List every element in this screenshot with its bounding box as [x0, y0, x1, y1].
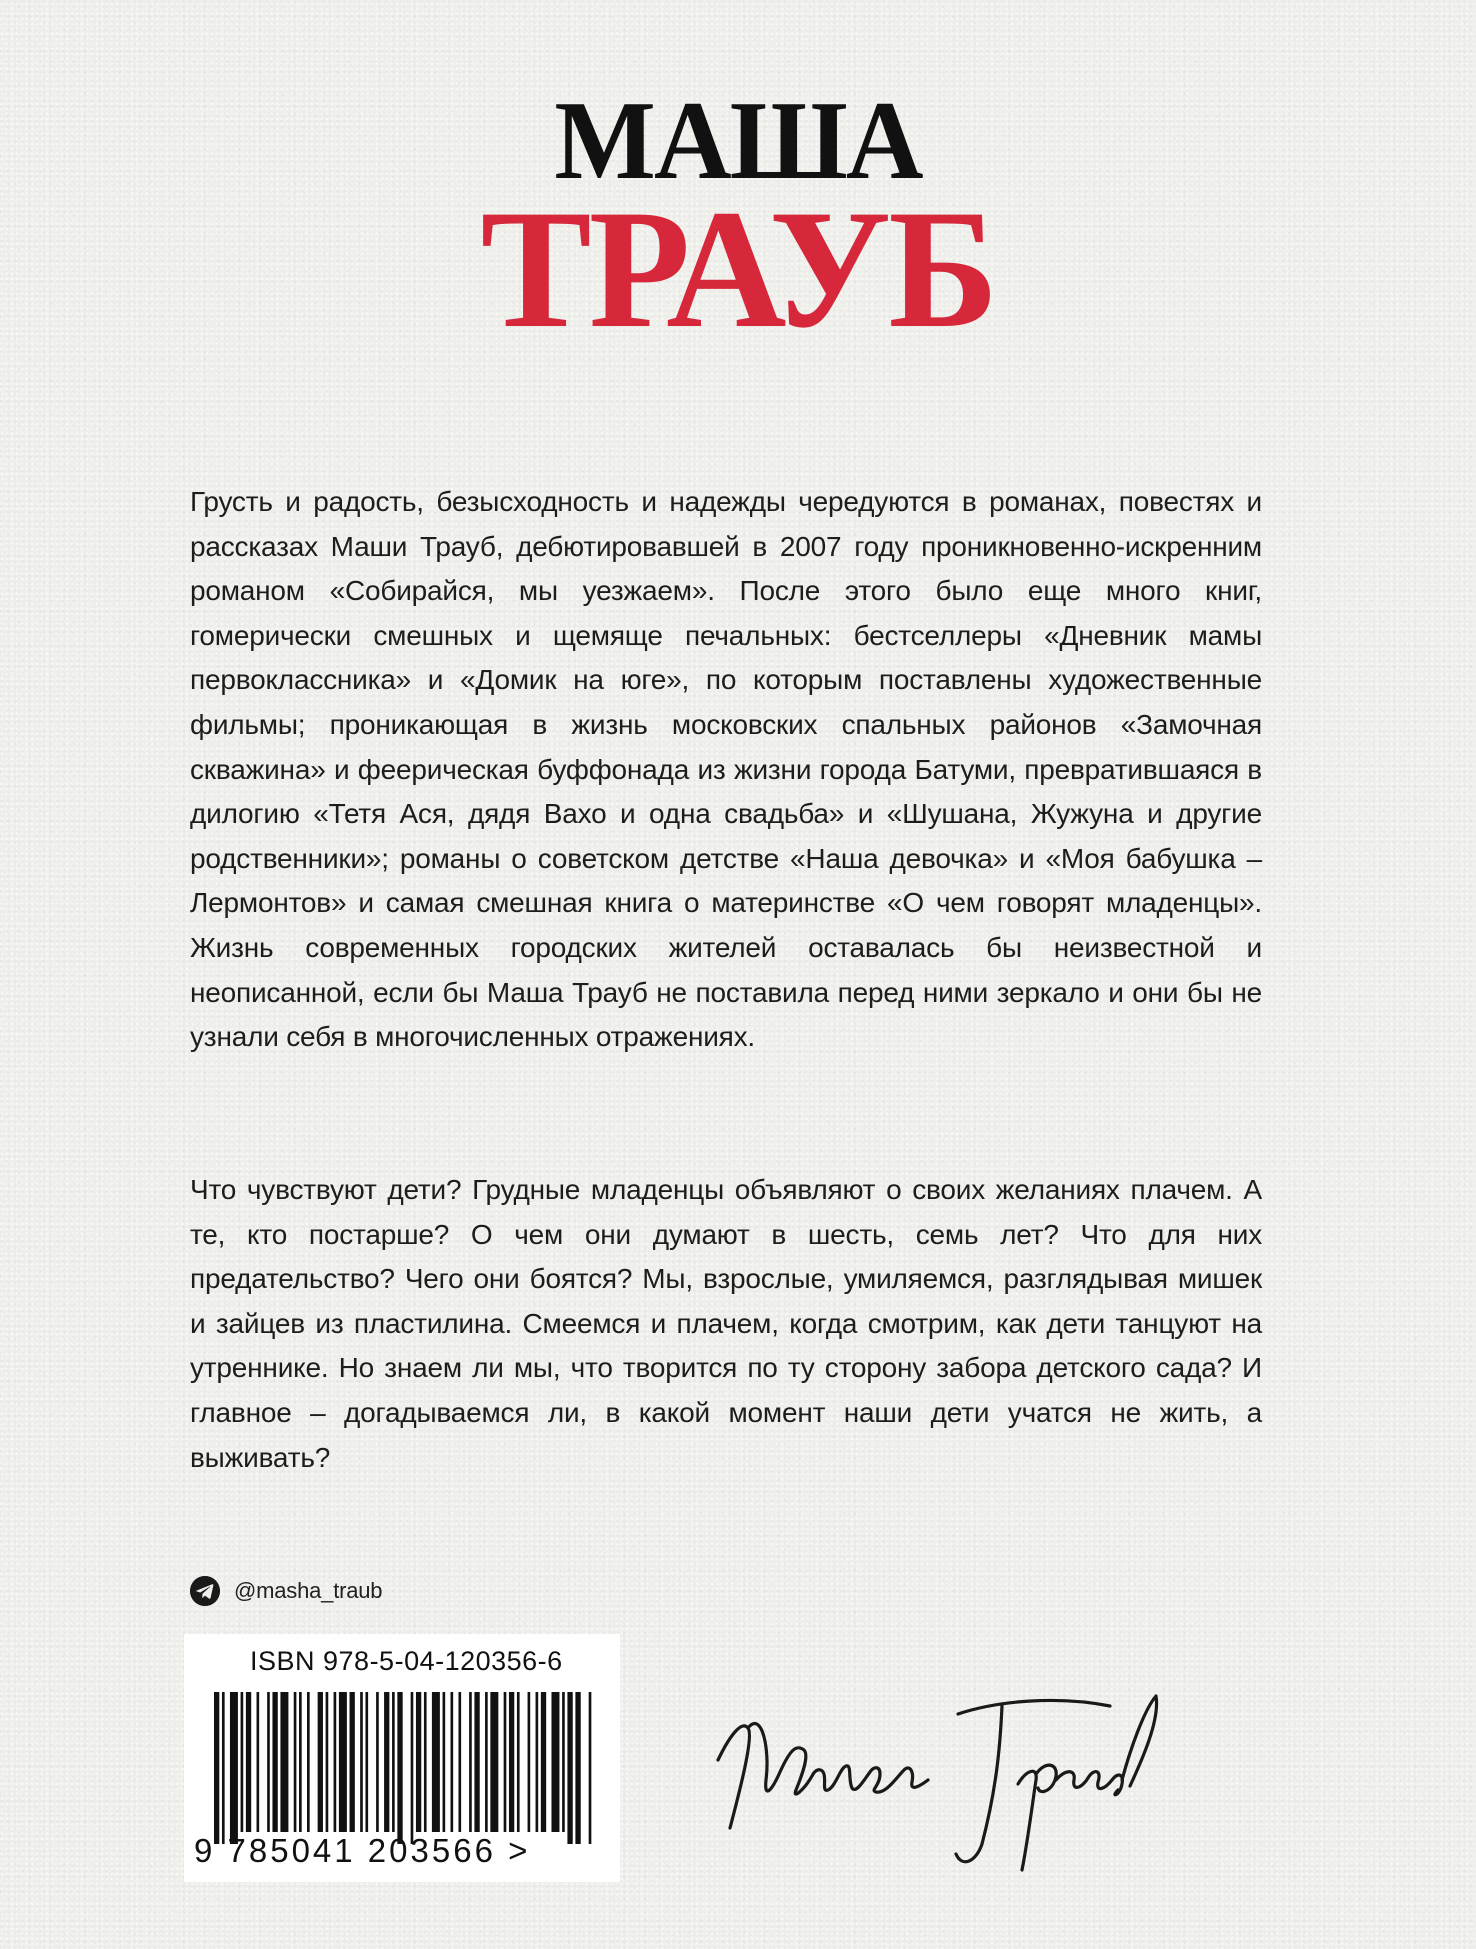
- barcode-bar: [443, 1692, 446, 1832]
- barcode-bar: [299, 1692, 302, 1832]
- barcode-bar: [294, 1692, 297, 1832]
- barcode-bar: [257, 1692, 260, 1832]
- barcode-bar: [485, 1692, 488, 1832]
- barcode-bar: [458, 1692, 461, 1832]
- barcode-bar: [307, 1692, 310, 1832]
- barcode-bar: [397, 1692, 402, 1844]
- telegram-link[interactable]: [190, 1574, 382, 1608]
- barcode-bar: [567, 1692, 572, 1844]
- barcode-bar: [528, 1692, 531, 1832]
- barcode-bar: [326, 1692, 329, 1832]
- author-signature: [700, 1640, 1170, 1880]
- barcode-bar: [241, 1692, 244, 1832]
- telegram-handle: @masha_traub: [234, 1578, 383, 1603]
- barcode-bar: [432, 1692, 440, 1832]
- telegram-icon: [190, 1576, 220, 1606]
- isbn-label: ISBN 978-5-04-120356-6: [250, 1646, 563, 1676]
- barcode-bar: [392, 1692, 395, 1832]
- barcode-bar: [551, 1692, 559, 1832]
- blurb-paragraph-1: Грусть и радость, безысходность и надежды чередуются в романах, повестях и рассказах Маши Трауб, дебютировавшей в 2007 году проникновенно-искренним романом «Собирайся, мы уезжаем». После этого было еще много книг, гомерически смешных и щемяще печальных: бестселлеры «Дневник мамы первоклассника» и «Домик на юге», по которым поставлены художественные фильмы; проникающая в жизнь московских спальных районов «Замочная скважина» и феерическая буффонада из жизни города Батуми, превратившаяся в дилогию «Тетя Ася, дядя Вахо и одна свадьба» и «Шушана, Жужуна и другие родственники»; романы о советском детстве «Наша девочка» и «Моя бабушка – Лермонтов» и самая смешная книга о материнстве «О чем говорят младенцы». Жизнь современных городских жителей оставалась бы неизвестной и неописанной, если бы Маша Трауб не поставила перед ними зеркало и они бы не узнали себя в многочисленных отражениях.: [190, 486, 1262, 1053]
- blurb-paragraph-2: Что чувствуют дети? Грудные младенцы объявляют о своих желаниях плачем. А те, кто постарше? О чем они думают в шесть, семь лет? Что для них предательство? Чего они боятся? Мы, взрослые, умиляемся, разглядывая мишек и зайцев из пластилина. Смеемся и плачем, когда смотрим, как дети танцуют на утреннике. Но знаем ли мы, что творится по ту сторону забора детского сада? И главное – догадываемся ли, в какой момент наши дети учатся не жить, а выживать?: [190, 1174, 1262, 1473]
- barcode-bar: [384, 1692, 389, 1832]
- barcode-bar: [411, 1692, 414, 1844]
- barcode: [214, 1692, 594, 1844]
- barcode-bar: [339, 1692, 347, 1832]
- barcode-bar: [318, 1692, 323, 1832]
- barcode-bar: [504, 1692, 507, 1832]
- barcode-bar: [589, 1692, 592, 1844]
- barcode-bar: [365, 1692, 368, 1832]
- isbn-block: [184, 1634, 620, 1882]
- barcode-bar: [575, 1692, 580, 1844]
- barcode-bar: [451, 1692, 454, 1832]
- barcode-bar: [474, 1692, 479, 1832]
- barcode-bar: [267, 1692, 270, 1832]
- barcode-bar: [350, 1692, 355, 1832]
- barcode-bar: [246, 1692, 251, 1832]
- barcode-bar: [541, 1692, 546, 1832]
- barcode-bar: [517, 1692, 520, 1832]
- barcode-bar: [509, 1692, 514, 1832]
- author-first-name: МАША: [554, 79, 922, 203]
- barcode-bar: [280, 1692, 288, 1832]
- barcode-bar: [376, 1692, 379, 1832]
- barcode-bar: [360, 1692, 363, 1832]
- barcode-bar: [416, 1692, 421, 1832]
- barcode-bar: [424, 1692, 427, 1832]
- barcode-bar: [562, 1692, 565, 1832]
- barcode-bar: [469, 1692, 472, 1832]
- barcode-bar: [214, 1692, 219, 1844]
- barcode-bar: [272, 1692, 277, 1832]
- barcode-bar: [230, 1692, 238, 1844]
- barcode-bar: [536, 1692, 539, 1832]
- barcode-bar: [334, 1692, 337, 1832]
- author-last-name: ТРАУБ: [480, 175, 996, 363]
- barcode-bar: [222, 1692, 225, 1844]
- barcode-bar: [490, 1692, 498, 1832]
- isbn-digits: 9 785041 203566 >: [194, 1832, 531, 1869]
